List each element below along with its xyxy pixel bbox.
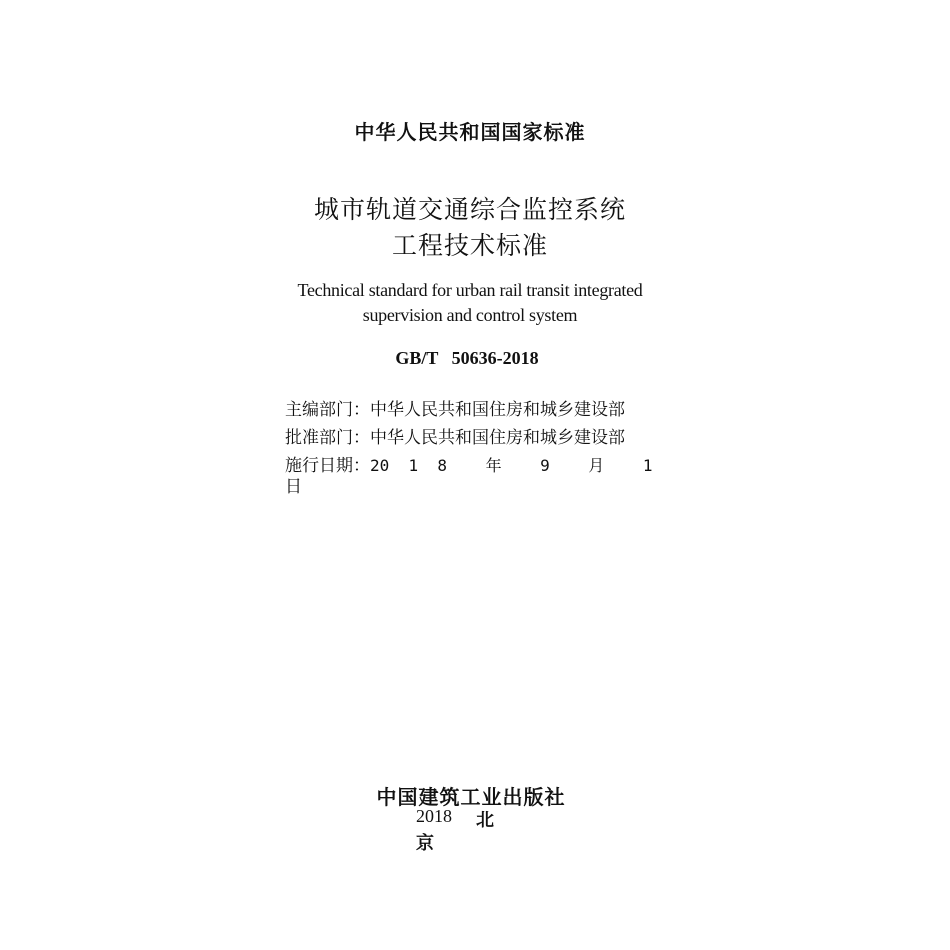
- chinese-title-line-2: 工程技术标准: [391, 231, 548, 260]
- editor-department-row: [285, 395, 625, 420]
- effective-date-value: 20 1 8 年 9 月 1: [370, 456, 653, 475]
- publication-city-part-1: 北: [476, 810, 494, 831]
- english-title-line-2: supervision and control system: [362, 305, 578, 325]
- publication-city-part-2: 京: [416, 833, 434, 854]
- approver-department-label: 批准部门：: [285, 428, 370, 448]
- publication-year: 2018: [416, 806, 452, 826]
- editor-department-value: 中华人民共和国住房和城乡建设部: [370, 400, 625, 420]
- chinese-title-line-1: 城市轨道交通综合监控系统: [313, 195, 626, 224]
- approver-department-value: 中华人民共和国住房和城乡建设部: [370, 428, 625, 448]
- standard-code: GB/T 50636-2018: [395, 348, 539, 368]
- approver-department-row: [285, 423, 625, 448]
- effective-date-label: 施行日期：: [285, 456, 370, 476]
- english-title-line-1: Technical standard for urban rail transit integrated: [297, 280, 643, 300]
- national-standard-heading: 中华人民共和国国家标准: [354, 120, 586, 144]
- effective-date-row: [285, 451, 652, 476]
- editor-department-label: 主编部门：: [285, 400, 370, 420]
- publisher-name: 中国建筑工业出版社: [376, 785, 566, 809]
- effective-date-wrap: 日: [285, 477, 302, 497]
